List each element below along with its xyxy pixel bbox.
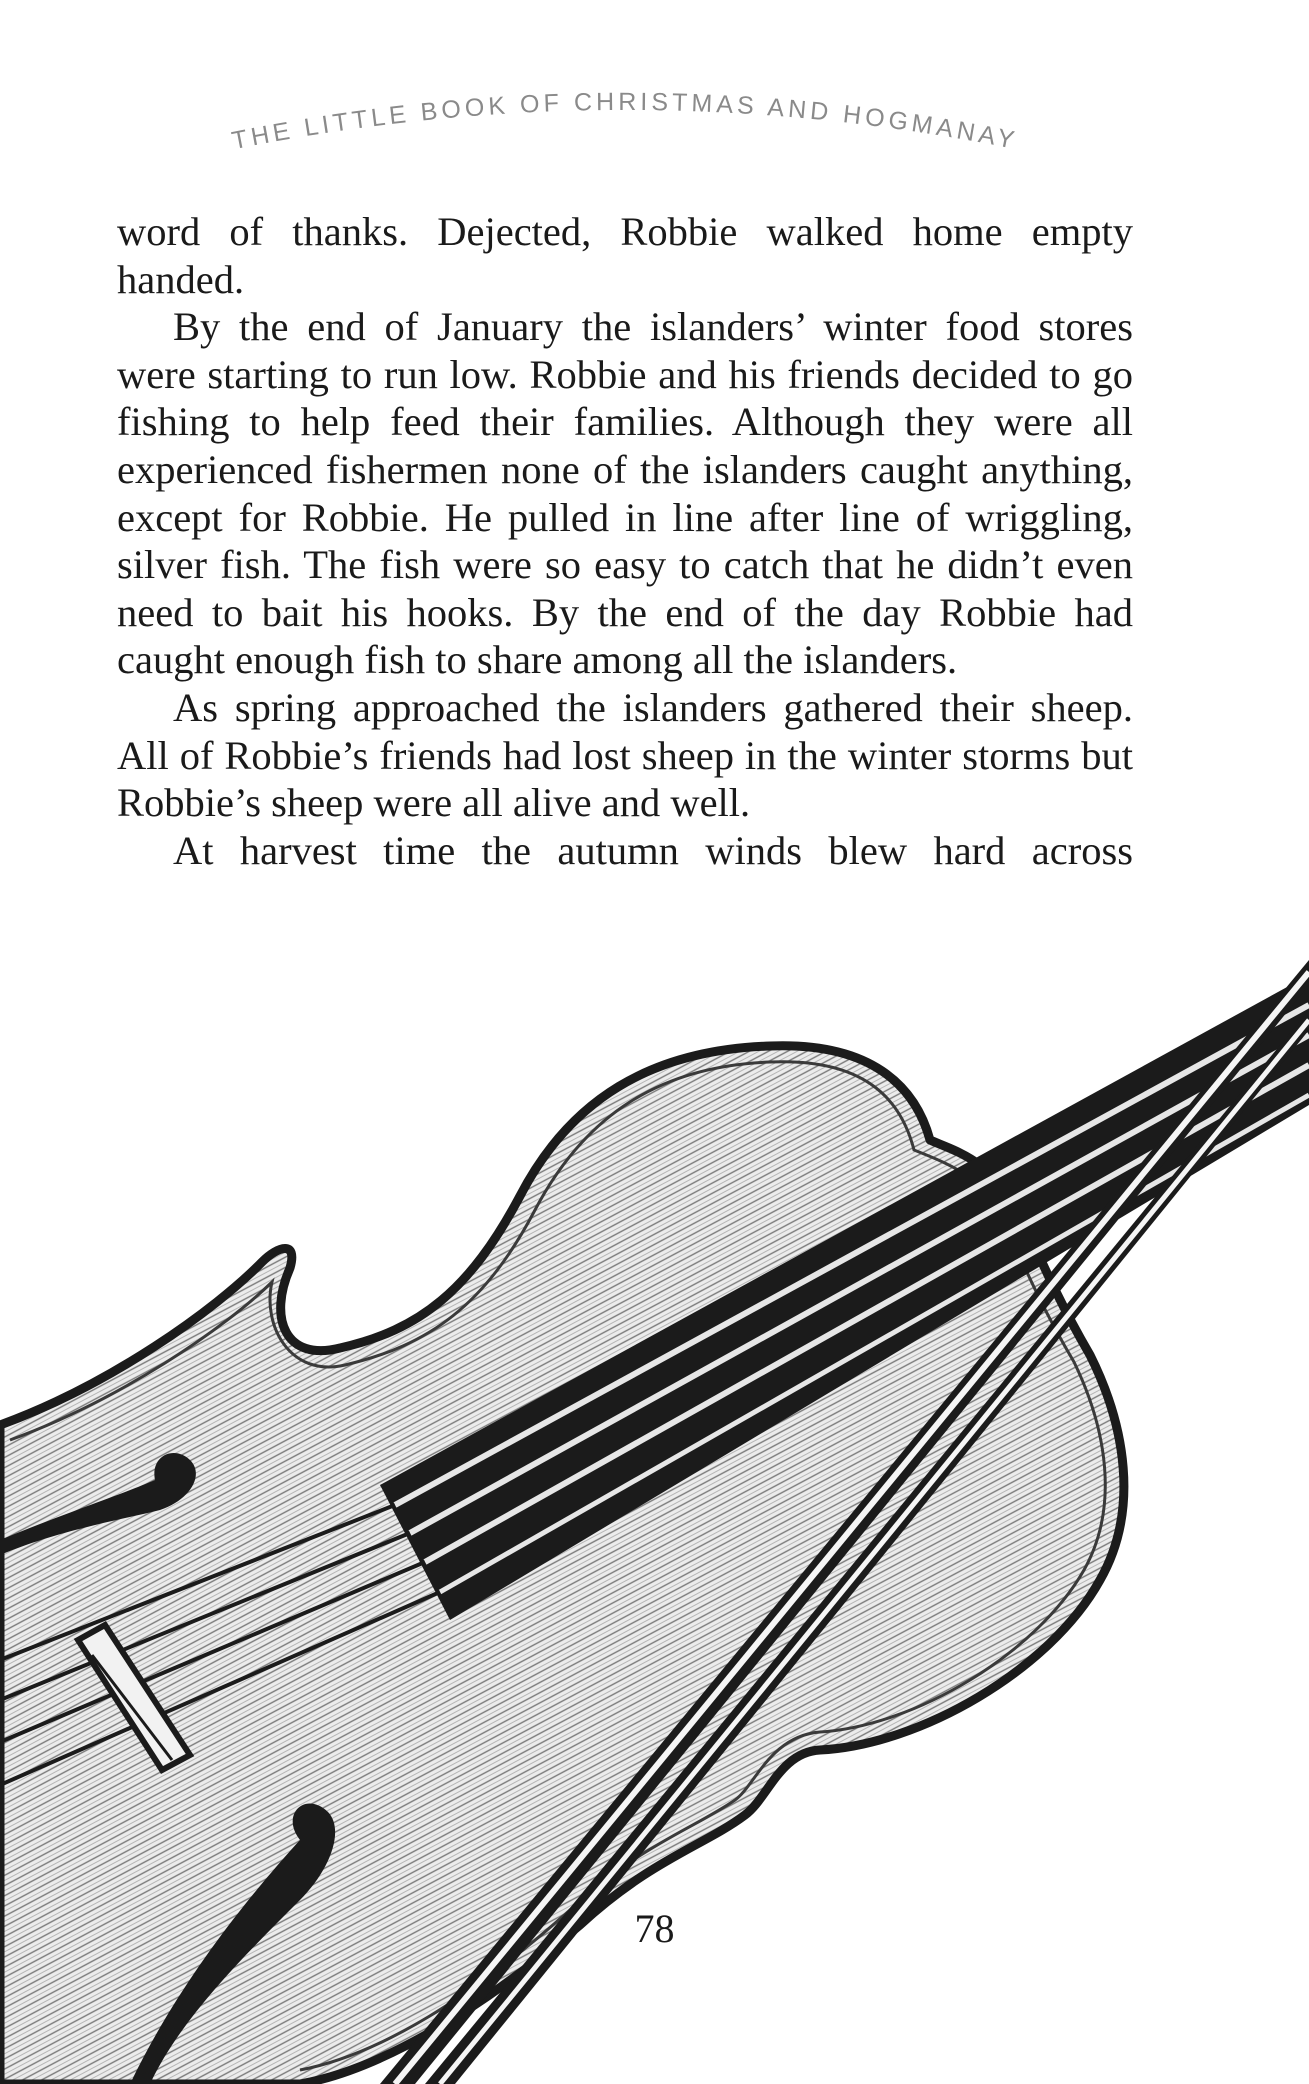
svg-text:THE LITTLE BOOK OF CHRISTMAS A bbox=[230, 88, 1021, 155]
running-head-text: THE LITTLE BOOK OF CHRISTMAS AND HOGMANAY bbox=[229, 87, 1021, 156]
running-head bbox=[0, 80, 1309, 170]
page-number: 78 bbox=[634, 1906, 675, 1951]
paragraph-4: At harvest time the autumn winds blew hard across bbox=[173, 827, 1133, 873]
paragraph-1: word of thanks. Dejected, Robbie walked home empty handed. bbox=[117, 209, 1133, 302]
paragraph-3: As spring approached the islanders gathered their sheep. All of Robbie’s friends had lost sheep in the winter storms but Robbie’s sheep were all alive and well. bbox=[117, 684, 1133, 826]
running-head-arc bbox=[0, 80, 1309, 170]
paragraph-2: By the end of January the islanders’ winter food stores were starting to run low. Robbie and his friends decided to go fishing to help feed their families. Although they were all experienced fishermen none of the islanders caught anything, except for Robbie. He pulled in line after line of wriggling, silver fish. The fish were so easy to catch that he didn’t even need to bait his hooks. By the end of the day Robbie had caught enough fish to share among all the islanders. bbox=[117, 304, 1133, 683]
body-text bbox=[117, 208, 1133, 874]
